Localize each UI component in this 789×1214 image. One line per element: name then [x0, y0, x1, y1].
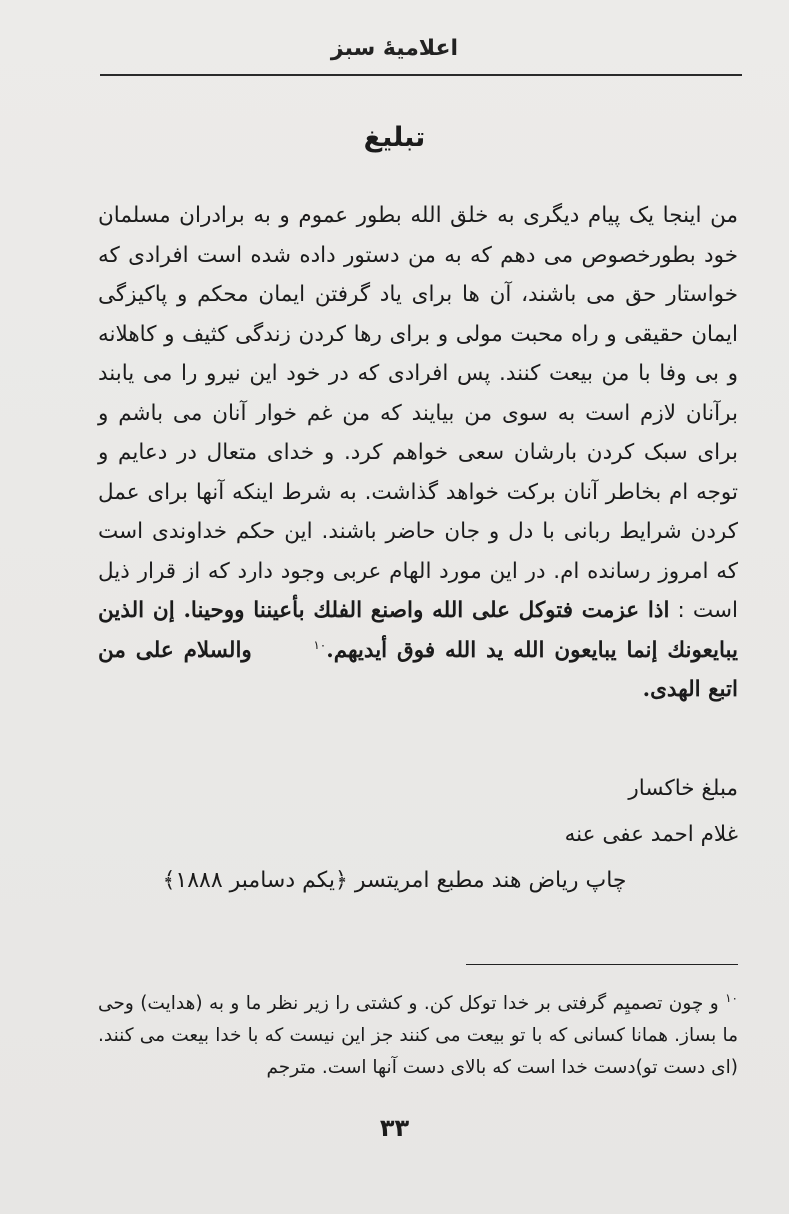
signature-title: مبلغ خاکسار — [628, 776, 738, 801]
body-persian-text: من اینجا یک پیام دیگری به خلق الله بطور عموم و به برادران مسلمان خود بطورخصوص می دهم که به من دستور داده شده است افرادی که خواستار حق می باشند، آن ها برای یاد گرفتن ایمان محکم و پاکیزگی ایمان حقیقی و راه محبت مولی و برای رها کردن زندگی کثیف و کاهلانه و بی وفا با من بیعت کنند. پس افرادی که در خود این نیرو را می یابند برآنان لازم است به سوی من بیایند که من غم خوار آنان می باشم و برای سبک کردن بارشان سعی خواهم کرد. و خدای متعال در دعایم و توجه ام بخاطر آنان برکت خواهد گذاشت. به شرط اینکه آنها برای عمل کردن شرایط ربانی با دل و جان حاضر باشند. این حکم خداوندی است که امروز رسانده ام. در این مورد الهام عربی وجود دارد که از قرار ذیل است : — [98, 203, 738, 623]
body-paragraph — [98, 196, 738, 710]
signature-name: غلام احمد عفی عنه — [564, 822, 738, 847]
footnote-rule — [466, 964, 738, 965]
arabic-revelation: اذا عزمت فتوکل علی الله واصنع الفلك بأعيننا ووحينا. إن الذين يبايعونك إنما يبايعون الله يد الله فوق أيديهم. — [98, 598, 738, 663]
footnote — [98, 988, 738, 1084]
running-header: اعلامیهٔ سبز — [330, 36, 459, 61]
footnote-marker: ۱۰ — [725, 990, 738, 1005]
imprint-line: چاپ ریاض هند مطبع امریتسر ﴿یکم دسامبر ۱۸۸۸﴾ — [162, 868, 627, 893]
page-number: ۳۳ — [379, 1114, 410, 1142]
header-rule — [100, 74, 742, 76]
section-title: تبلیغ — [363, 122, 426, 153]
footnote-text: و چون تصمیِم گرفتی بر خدا توکل کن. و کشتی را زیر نظر ما و به (هدایت) وحی ما بساز. همانا کسانی که با تو بیعت می کنند جز این نیست که با خدا بیعت می کنند. (ای دست تو)دست خدا است که بالای دست آنها است. مترجم — [98, 993, 738, 1078]
main-text — [98, 196, 738, 710]
closing-salam: والسلام علی من اتبع الهدی. — [98, 637, 738, 702]
footnote-reference: ۱۰ — [313, 637, 327, 652]
